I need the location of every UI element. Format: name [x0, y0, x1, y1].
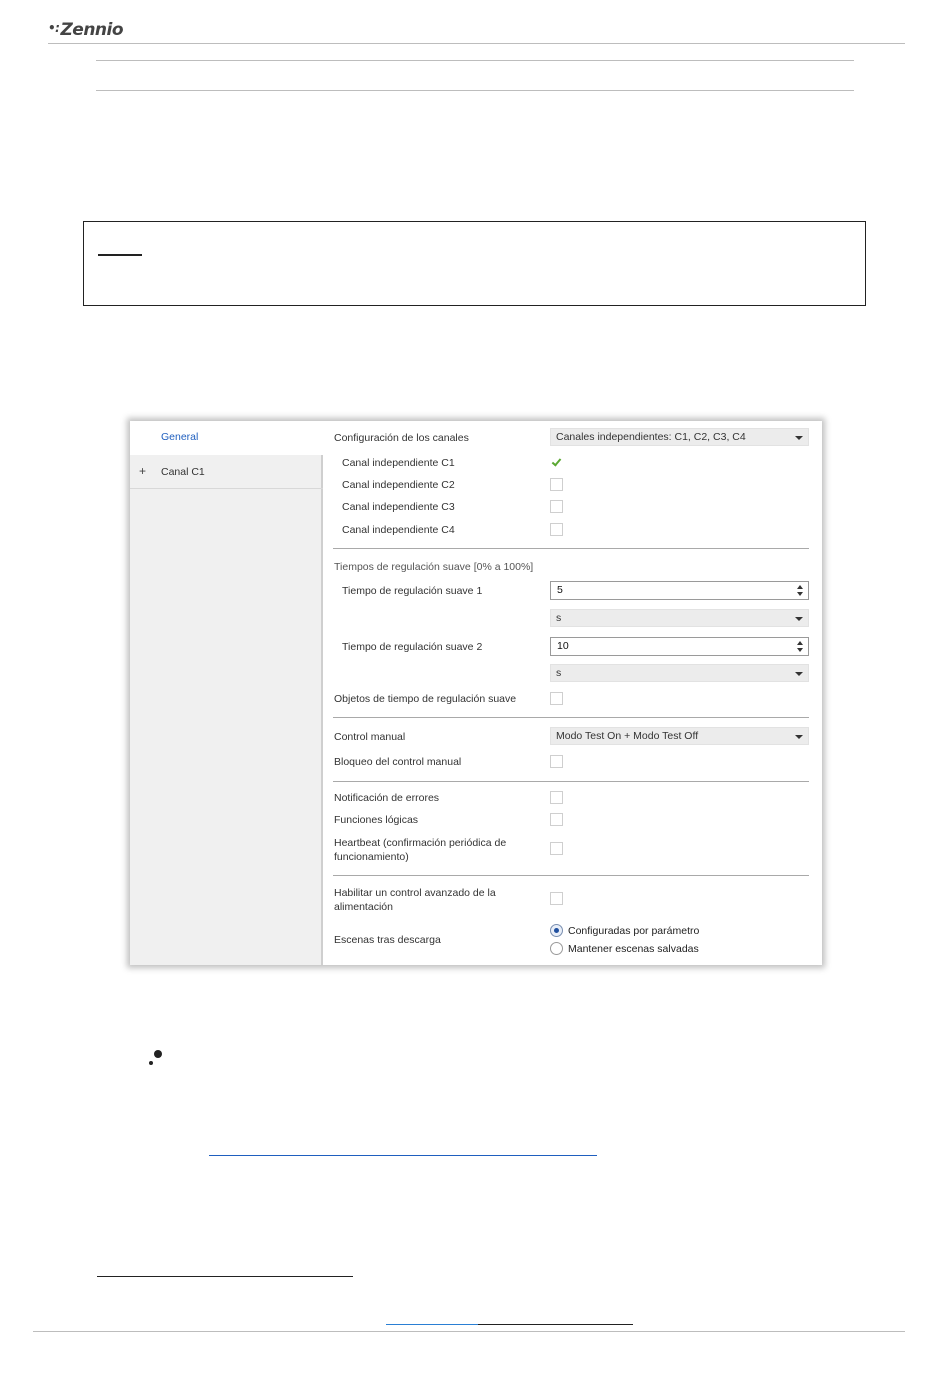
dimming-time1-input[interactable] — [550, 581, 809, 600]
channel-c1-label: Canal independiente C1 — [342, 457, 455, 469]
channel-config-value: Canales independientes: C1, C2, C3, C4 — [556, 431, 746, 443]
note-underline — [98, 254, 142, 256]
channel-config-label: Configuración de los canales — [334, 432, 469, 444]
expand-icon[interactable]: + — [139, 464, 147, 478]
ets-parameter-panel — [325, 421, 822, 965]
chevron-down-icon — [795, 735, 803, 739]
separator — [333, 781, 809, 782]
bullet-icon — [147, 1048, 163, 1071]
heartbeat-label-line2: funcionamiento) — [334, 851, 409, 863]
dimming-time1-value: 5 — [557, 584, 563, 596]
separator — [333, 548, 809, 549]
logo-dots: •: — [48, 21, 60, 35]
header-rule — [48, 43, 905, 44]
advanced-power-label-line2: alimentación — [334, 901, 393, 913]
dimming-time2-unit-dropdown[interactable] — [550, 664, 809, 682]
footer-rule — [33, 1331, 905, 1332]
zennio-logo — [48, 20, 123, 40]
manual-control-dropdown[interactable] — [550, 727, 809, 745]
bullet-dots-icon — [147, 1048, 163, 1068]
footer-underline — [478, 1324, 633, 1325]
dimming-time2-label: Tiempo de regulación suave 2 — [342, 641, 483, 653]
sidebar-item-canal-c1[interactable] — [130, 455, 323, 489]
hyperlink-underline[interactable] — [209, 1155, 597, 1156]
dimming-section-label: Tiempos de regulación suave [0% a 100%] — [334, 561, 534, 573]
manual-control-label: Control manual — [334, 731, 406, 743]
dimming-time2-unit: s — [556, 667, 562, 679]
footnote-separator — [97, 1276, 353, 1277]
dimming-time1-label: Tiempo de regulación suave 1 — [342, 585, 483, 597]
logic-functions-checkbox[interactable] — [550, 813, 563, 826]
dimming-time1-unit-dropdown[interactable] — [550, 609, 809, 627]
advanced-power-label-line1: Habilitar un control avanzado de la — [334, 887, 496, 899]
manual-control-value: Modo Test On + Modo Test Off — [556, 730, 699, 742]
heading-rule-bottom — [96, 90, 854, 91]
channel-c2-checkbox[interactable] — [550, 478, 563, 491]
spin-up-icon[interactable] — [797, 641, 803, 645]
error-notification-checkbox[interactable] — [550, 791, 563, 804]
check-icon — [552, 456, 562, 466]
sidebar-item-canal-c1-label: Canal C1 — [161, 466, 205, 478]
dimming-objects-checkbox[interactable] — [550, 692, 563, 705]
manual-lock-label: Bloqueo del control manual — [334, 756, 462, 768]
chevron-down-icon — [795, 436, 803, 440]
channel-c1-checkbox[interactable] — [550, 456, 563, 469]
spin-down-icon[interactable] — [797, 592, 803, 596]
channel-c2-label: Canal independiente C2 — [342, 479, 455, 491]
error-notification-label: Notificación de errores — [334, 792, 440, 804]
chevron-down-icon — [795, 672, 803, 676]
separator — [333, 875, 809, 876]
channel-c4-checkbox[interactable] — [550, 523, 563, 536]
advanced-power-checkbox[interactable] — [550, 892, 563, 905]
channel-c3-checkbox[interactable] — [550, 500, 563, 513]
footer-link-underline[interactable] — [386, 1324, 478, 1325]
ets-parameter-window — [130, 421, 822, 965]
channel-c3-label: Canal independiente C3 — [342, 501, 455, 513]
ets-sidebar — [130, 421, 323, 965]
dimming-time2-value: 10 — [557, 640, 569, 652]
logo-text: Zennio — [60, 20, 124, 40]
logic-functions-label: Funciones lógicas — [334, 814, 419, 826]
scenes-radio-saved[interactable] — [550, 942, 563, 955]
channel-config-dropdown[interactable] — [550, 428, 809, 446]
dimming-time1-unit: s — [556, 612, 562, 624]
scenes-option-parameter[interactable]: Configuradas por parámetro — [568, 925, 700, 937]
sidebar-item-general[interactable] — [130, 421, 323, 455]
dimming-objects-label: Objetos de tiempo de regulación suave — [334, 693, 517, 705]
manual-lock-checkbox[interactable] — [550, 755, 563, 768]
sidebar-item-general-label: General — [161, 431, 199, 443]
channel-c4-label: Canal independiente C4 — [342, 524, 455, 536]
scenes-option-saved[interactable]: Mantener escenas salvadas — [568, 943, 699, 955]
note-box — [83, 221, 866, 306]
chevron-down-icon — [795, 617, 803, 621]
heartbeat-label-line1: Heartbeat (confirmación periódica de — [334, 837, 507, 849]
heading-rule-top — [96, 60, 854, 61]
spin-up-icon[interactable] — [797, 585, 803, 589]
spin-down-icon[interactable] — [797, 648, 803, 652]
dimming-time2-input[interactable] — [550, 637, 809, 656]
scenes-radio-parameter[interactable] — [550, 924, 563, 937]
scenes-label: Escenas tras descarga — [334, 934, 441, 946]
heartbeat-checkbox[interactable] — [550, 842, 563, 855]
separator — [333, 717, 809, 718]
